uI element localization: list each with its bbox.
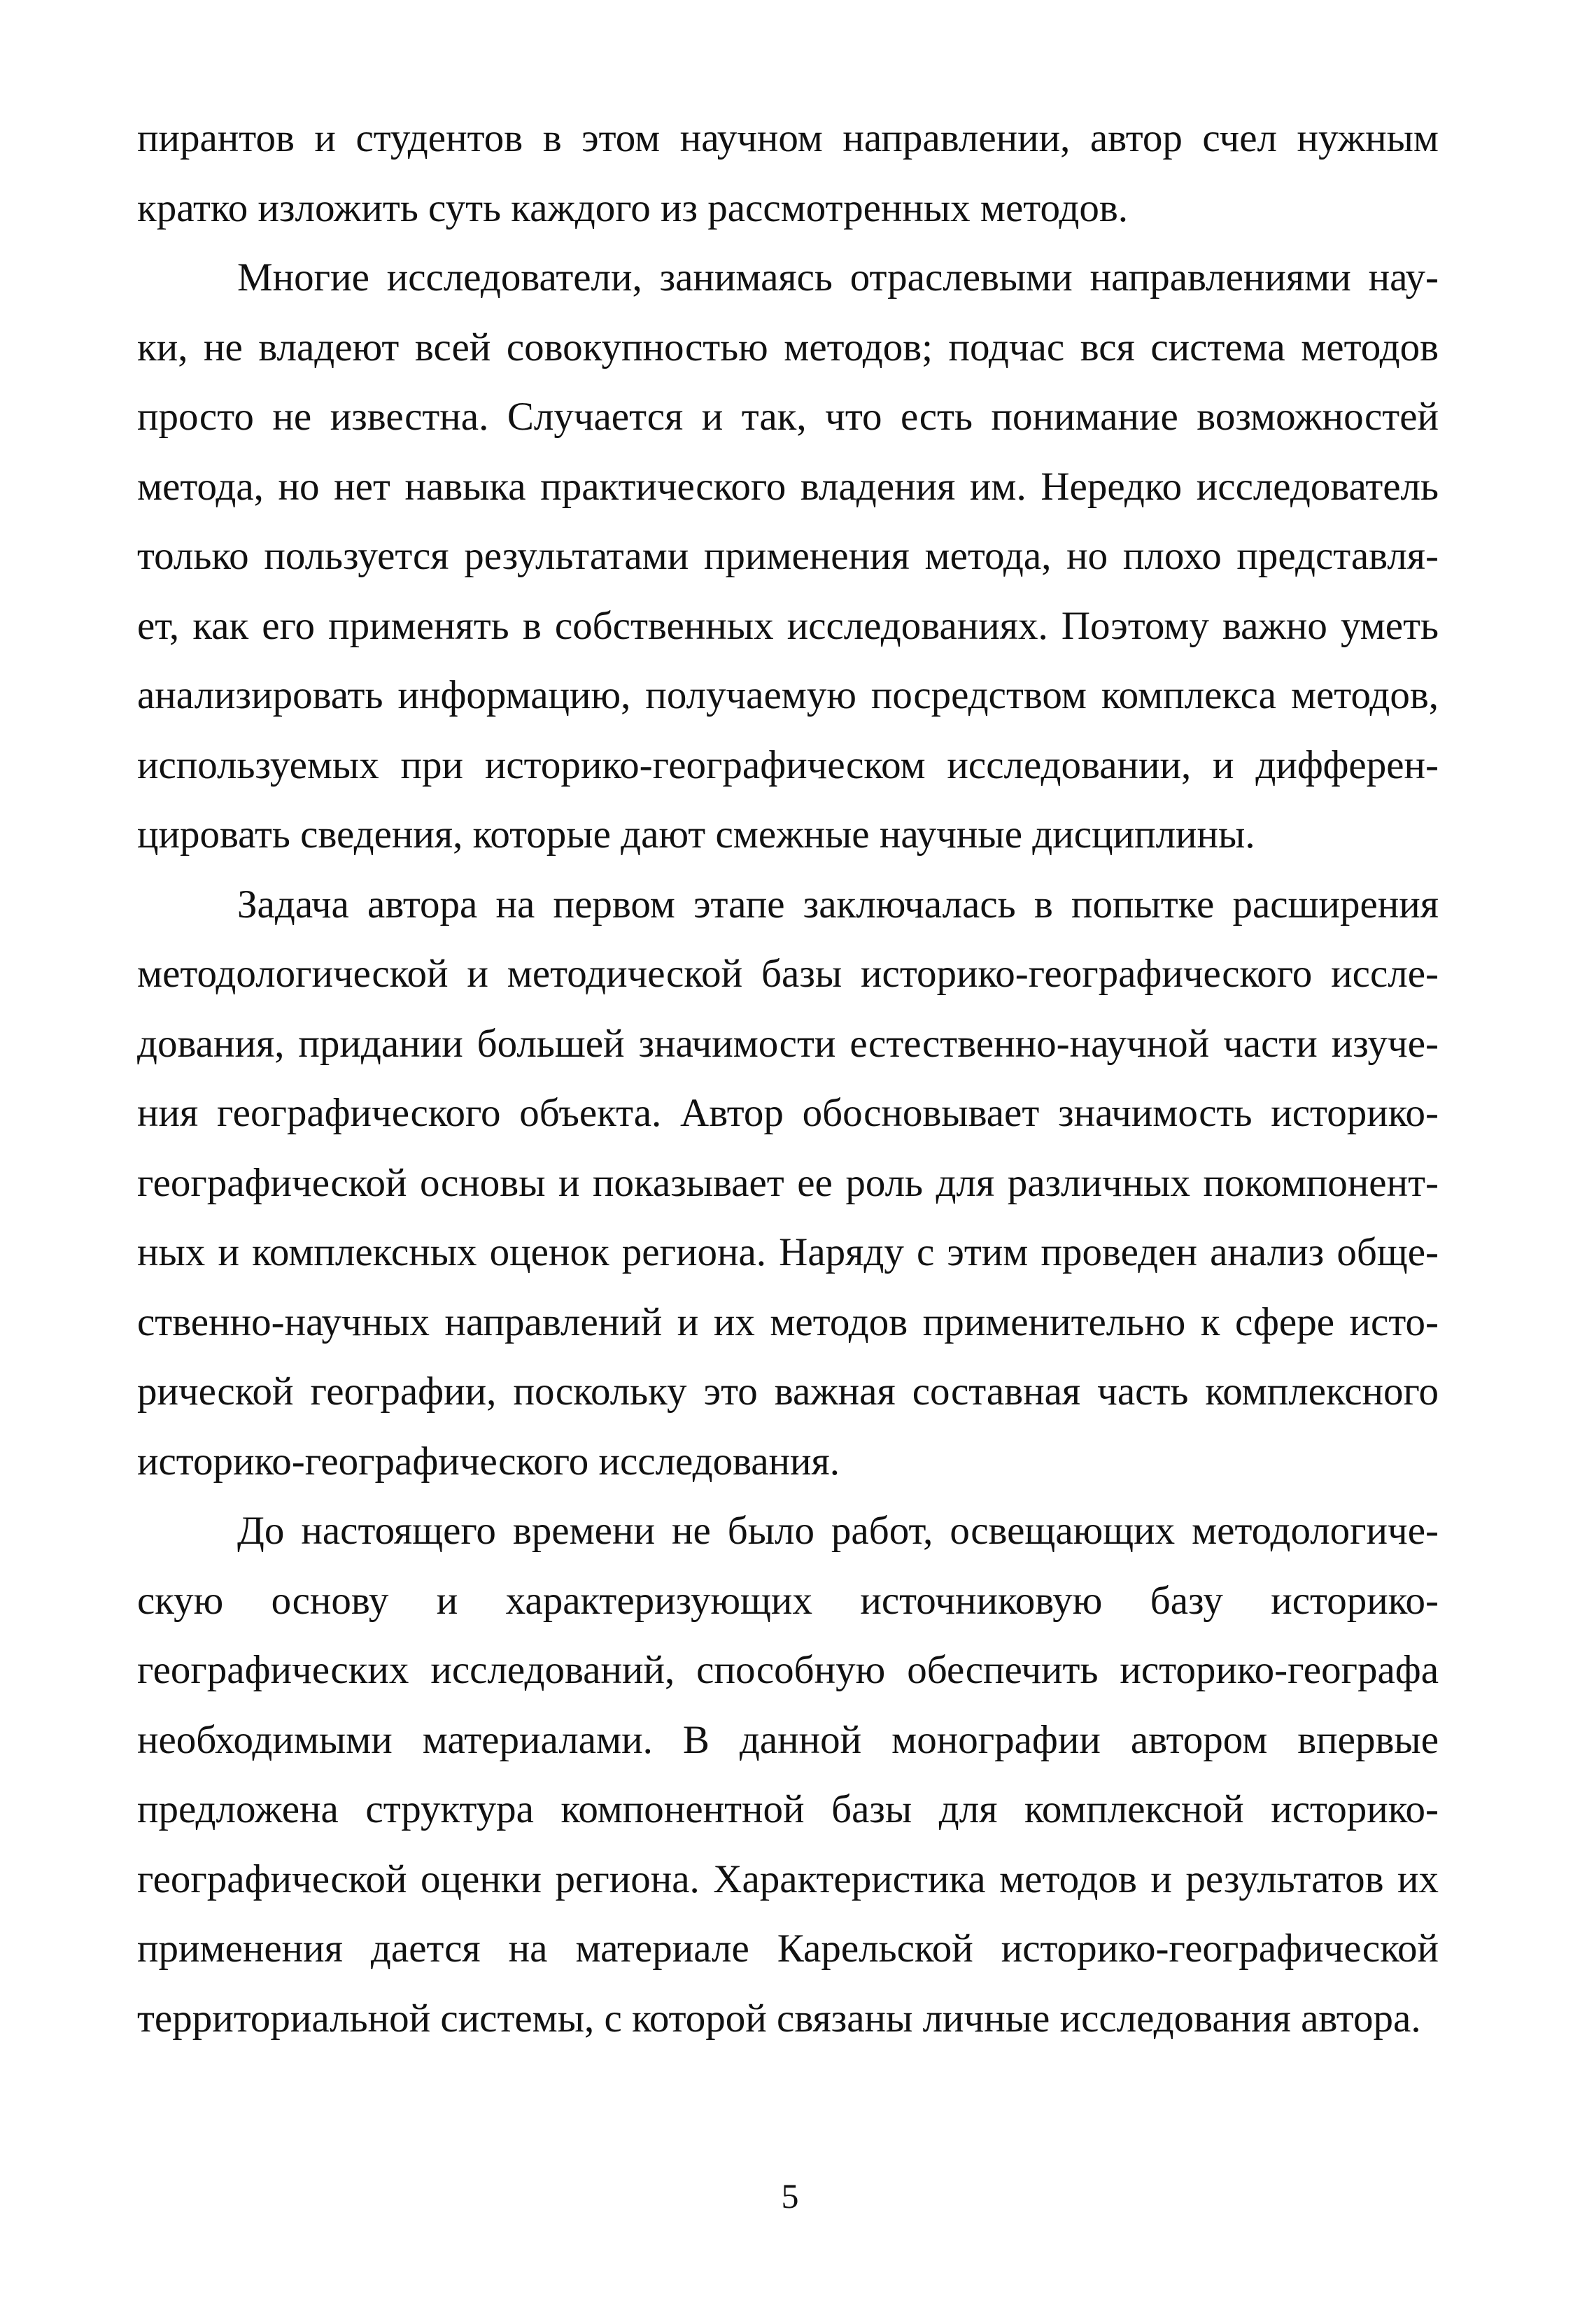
text-line: историко-географического исследования. [137, 1439, 840, 1484]
text-line: используемых при историко-географическом исследовании, и дифферен- [137, 742, 1439, 787]
text-line: ных и комплексных оценок региона. Наряду с этим проведен анализ обще- [137, 1230, 1439, 1274]
text-line: кратко изложить суть каждого из рассмотренных методов. [137, 185, 1128, 230]
text-line: До настоящего времени не было работ, освещающих методологиче- [237, 1509, 1439, 1553]
paragraph-2 [137, 243, 1439, 870]
text-line: пирантов и студентов в этом научном направлении, автор счел нужным [137, 116, 1439, 160]
page-number: 5 [781, 2176, 799, 2216]
text-line: методологической и методической базы историко-географического иссле- [137, 952, 1439, 996]
text-line: географической оценки региона. Характеристика методов и результатов их [137, 1857, 1439, 1901]
text-line: цировать сведения, которые дают смежные научные дисциплины. [137, 812, 1255, 857]
text-line: просто не известна. Случается и так, что есть понимание возможностей [137, 395, 1439, 439]
text-line: скую основу и характеризующих источниковую базу историко- [137, 1578, 1439, 1623]
text-line: рической географии, поскольку это важная составная часть комплексного [137, 1369, 1439, 1414]
paragraph-1 [137, 104, 1439, 243]
paragraph-3 [137, 870, 1439, 1497]
text-line: Многие исследователи, занимаясь отраслевыми направлениями нау- [237, 255, 1439, 300]
text-line: ственно-научных направлений и их методов применительно к сфере исто- [137, 1300, 1439, 1344]
text-line: ет, как его применять в собственных исследованиях. Поэтому важно уметь [137, 603, 1439, 648]
text-line: ки, не владеют всей совокупностью методов; подчас вся система методов [137, 325, 1439, 369]
body-text [137, 104, 1439, 2053]
text-line: ния географического объекта. Автор обосновывает значимость историко- [137, 1091, 1439, 1135]
text-line: метода, но нет навыка практического владения им. Нередко исследователь [137, 464, 1439, 509]
text-line: дования, придании большей значимости естественно-научной части изуче- [137, 1021, 1439, 1066]
text-line: географических исследований, способную обеспечить историко-географа [137, 1648, 1439, 1692]
text-line: предложена структура компонентной базы для комплексной историко- [137, 1787, 1439, 1831]
text-line: географической основы и показывает ее роль для различных покомпонент- [137, 1160, 1439, 1205]
text-line: территориальной системы, с которой связаны личные исследования автора. [137, 1996, 1421, 2041]
text-line: применения дается на материале Карельской историко-географической [137, 1927, 1439, 1971]
text-line: необходимыми материалами. В данной монографии автором впервые [137, 1717, 1439, 1762]
text-line: анализировать информацию, получаемую посредством комплекса методов, [137, 673, 1439, 717]
paragraph-4 [137, 1496, 1439, 2053]
text-line: только пользуется результатами применения метода, но плохо представля- [137, 534, 1439, 578]
text-line: Задача автора на первом этапе заключалась в попытке расширения [237, 882, 1439, 927]
